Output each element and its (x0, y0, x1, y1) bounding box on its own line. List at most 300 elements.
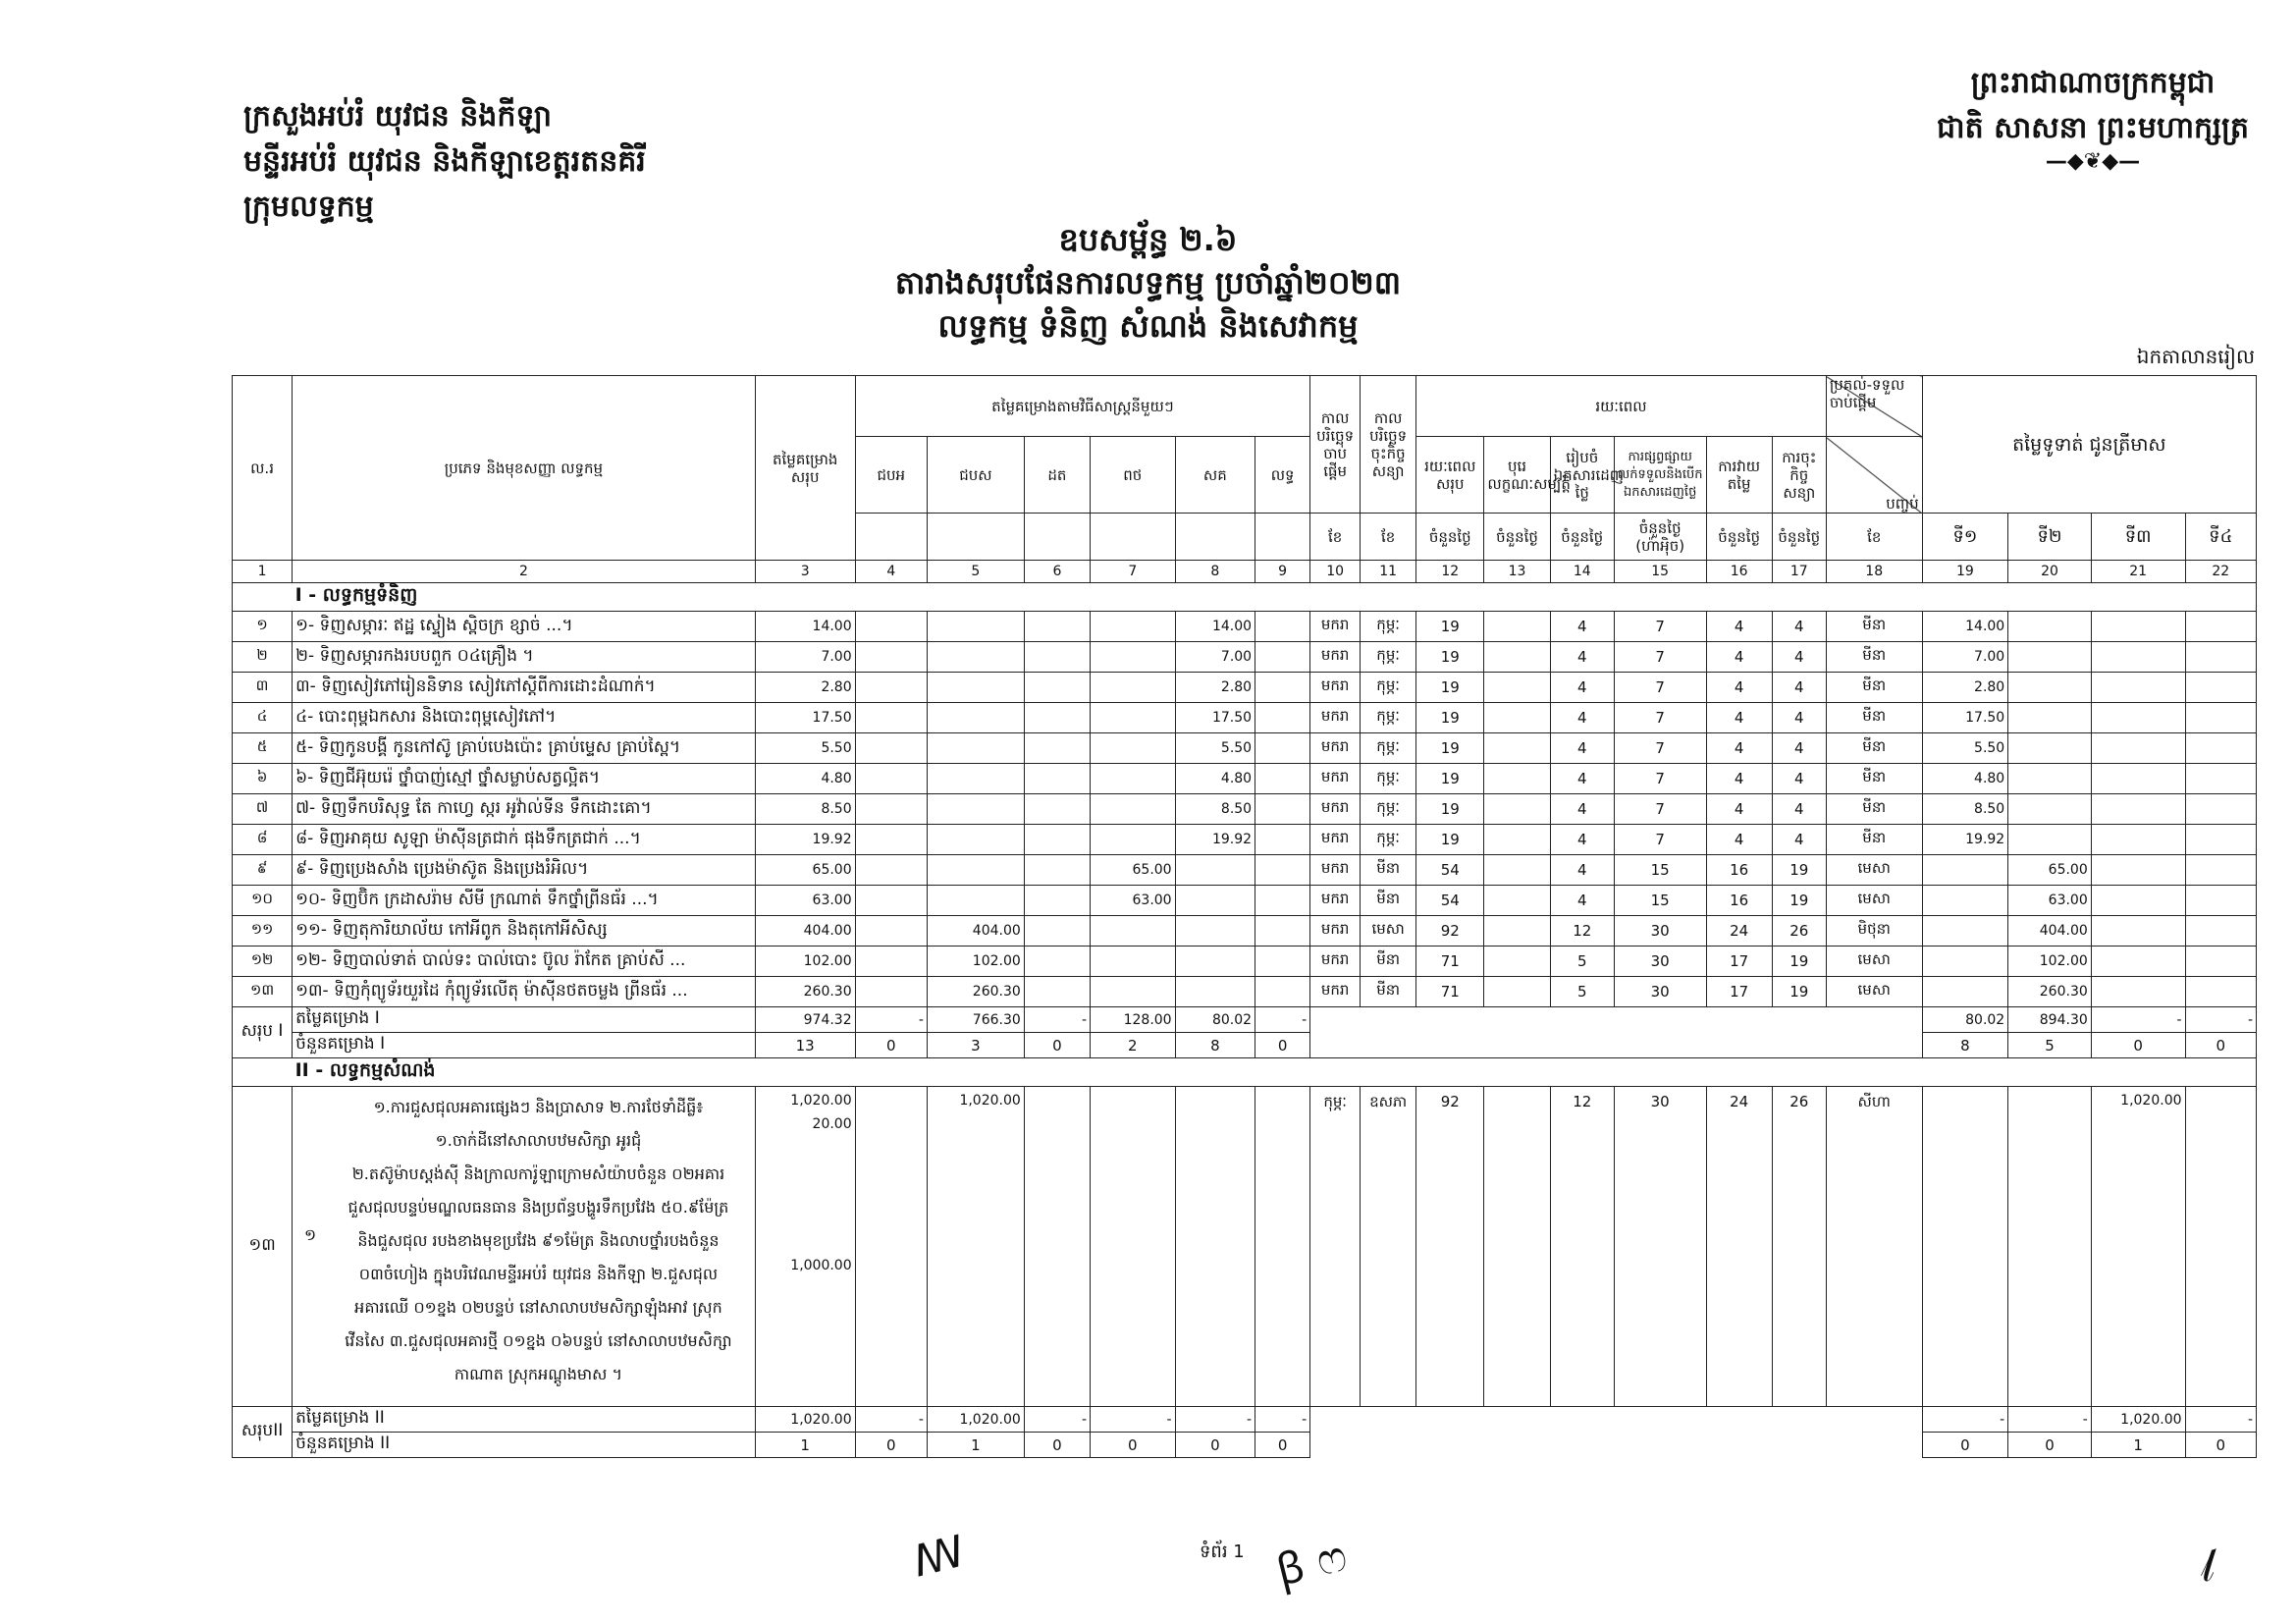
summary-value: - (1024, 1007, 1090, 1033)
column-number-row (233, 561, 2257, 583)
cell-total: 102.00 (755, 947, 855, 977)
cell-d3: 12 (1550, 916, 1614, 947)
unit-days-5: ចំនួនថ្ងៃ (1706, 514, 1772, 561)
header-time-4: ការផ្សព្វផ្សាយ លក់ទទួលនិងបើកឯកសារដេញថ្លៃ (1614, 437, 1706, 514)
cell-bs (927, 855, 1024, 886)
cell-total: 17.50 (755, 703, 855, 733)
cell-q4 (2185, 764, 2256, 794)
cell-start: មករា (1310, 916, 1361, 947)
cell-q1: 5.50 (1922, 733, 2008, 764)
cell-end: មីនា (1826, 733, 1922, 764)
cell-total: 5.50 (755, 733, 855, 764)
summary-quarter-value: 894.30 (2008, 1007, 2092, 1033)
cell-q1: 17.50 (1922, 703, 2008, 733)
cell-q2 (2008, 794, 2092, 825)
cell-q4 (2185, 916, 2256, 947)
cell-q2 (2008, 733, 2092, 764)
header-quarter-2: ទី២ (2008, 514, 2092, 561)
column-number: 12 (1416, 561, 1484, 583)
row-number: ១ (233, 612, 293, 642)
cell-contract: មីនា (1361, 947, 1416, 977)
cell-start: មករា (1310, 673, 1361, 703)
cell-d4: 7 (1614, 673, 1706, 703)
cell-d1: 19 (1416, 612, 1484, 642)
cell-q1: 2.80 (1922, 673, 2008, 703)
row-number: ៣ (233, 673, 293, 703)
table-row (233, 703, 2257, 733)
cell-d1: 92 (1416, 916, 1484, 947)
cell-ld (1255, 855, 1310, 886)
header-quarter-3: ទី៣ (2091, 514, 2185, 561)
cell-total: 63.00 (755, 886, 855, 916)
cell-start: មករា (1310, 947, 1361, 977)
cell-d4: 7 (1614, 733, 1706, 764)
cell-total: 19.92 (755, 825, 855, 855)
cell-bs (927, 886, 1024, 916)
summary-count: 13 (755, 1033, 855, 1058)
cell-dt (1024, 947, 1090, 977)
construction-cell-d1: 92 (1416, 1087, 1484, 1407)
summary-value: - (855, 1007, 927, 1033)
cell-d1: 54 (1416, 886, 1484, 916)
cell-q1: 14.00 (1922, 612, 2008, 642)
cell-dt (1024, 703, 1090, 733)
summary-quarter-count: 8 (1922, 1033, 2008, 1058)
summary-count-label: ចំនួនគម្រោង II (293, 1433, 756, 1458)
header-quarter-1: ទី១ (1922, 514, 2008, 561)
construction-cell-ld (1255, 1087, 1310, 1407)
row-description: ៦- ទិញជីអ៊ុយរ៉េ ថ្នាំបាញ់ស្មៅ ថ្នាំសម្លាប់សត្វល្អិត។ (293, 764, 756, 794)
cell-d1: 71 (1416, 947, 1484, 977)
cell-q4 (2185, 825, 2256, 855)
cell-d1: 19 (1416, 794, 1484, 825)
cell-d4: 30 (1614, 916, 1706, 947)
construction-cell-ba (855, 1087, 927, 1407)
cell-d6: 19 (1772, 947, 1826, 977)
cell-d6: 19 (1772, 977, 1826, 1007)
cell-ba (855, 673, 927, 703)
column-number: 8 (1175, 561, 1255, 583)
construction-cell-d2 (1484, 1087, 1550, 1407)
cell-pt: 65.00 (1091, 855, 1176, 886)
cell-bs (927, 733, 1024, 764)
summary-count: 0 (1024, 1033, 1090, 1058)
table-row (233, 642, 2257, 673)
summary-label: សរុបII (233, 1407, 293, 1458)
cell-end: មេសា (1826, 886, 1922, 916)
cell-d6: 19 (1772, 886, 1826, 916)
row-number: ៤ (233, 703, 293, 733)
unit-days-6: ចំនួនថ្ងៃ (1772, 514, 1826, 561)
cell-sg: 19.92 (1175, 825, 1255, 855)
construction-total_sub2: 1,000.00 (790, 1258, 852, 1273)
summary-quarter-value: - (2185, 1007, 2256, 1033)
cell-dt (1024, 612, 1090, 642)
cell-end: មីនា (1826, 794, 1922, 825)
cell-q2: 63.00 (2008, 886, 2092, 916)
construction-description (293, 1087, 756, 1407)
cell-d2 (1484, 825, 1550, 855)
table-row (233, 916, 2257, 947)
cell-end: មីនា (1826, 825, 1922, 855)
column-number: 18 (1826, 561, 1922, 583)
column-number: 5 (927, 561, 1024, 583)
cell-q4 (2185, 733, 2256, 764)
cell-ld (1255, 916, 1310, 947)
cell-d3: 4 (1550, 703, 1614, 733)
cell-q1: 19.92 (1922, 825, 2008, 855)
summary-value: 766.30 (927, 1007, 1024, 1033)
cell-end: មេសា (1826, 947, 1922, 977)
cell-contract: មីនា (1361, 977, 1416, 1007)
cell-d5: 4 (1706, 612, 1772, 642)
cell-q2: 260.30 (2008, 977, 2092, 1007)
cell-q3 (2091, 916, 2185, 947)
cell-d5: 4 (1706, 673, 1772, 703)
cell-d3: 4 (1550, 612, 1614, 642)
cell-start: មករា (1310, 794, 1361, 825)
section-construction-title: II - លទ្ធកម្មសំណង់ (293, 1058, 2185, 1087)
cell-q4 (2185, 612, 2256, 642)
summary-value: 128.00 (1091, 1007, 1176, 1033)
cell-start: មករា (1310, 612, 1361, 642)
construction-row (233, 1087, 2257, 1407)
cell-d4: 7 (1614, 794, 1706, 825)
construction-line: ជួសជុលបន្ទប់មណ្ឌលធនធាន និងប្រព័ន្ធបង្ហូរទឹកប្រវែង ៥០.៩ម៉ែត្រ (347, 1198, 729, 1217)
summary-quarter-value: 80.02 (1922, 1007, 2008, 1033)
cell-dt (1024, 855, 1090, 886)
construction-total-cell (755, 1087, 855, 1407)
row-description: ១១- ទិញតុការិយាល័យ កៅអីពូក និងតុកៅអីសិស្ស (293, 916, 756, 947)
cell-bs (927, 794, 1024, 825)
unit-month-contract: ខែ (1361, 514, 1416, 561)
cell-d6: 4 (1772, 825, 1826, 855)
summary-value: - (855, 1407, 927, 1433)
cell-ld (1255, 794, 1310, 825)
unit-days-2: ចំនួនថ្ងៃ (1484, 514, 1550, 561)
unit-label: ឯកតាលានរៀល (2136, 345, 2255, 368)
construction-cell-d3: 12 (1550, 1087, 1614, 1407)
cell-dt (1024, 733, 1090, 764)
summary-count: 1 (755, 1433, 855, 1458)
summary-value: 1,020.00 (755, 1407, 855, 1433)
cell-pt (1091, 703, 1176, 733)
initial-mark-3: 𝓁 (2193, 1540, 2219, 1594)
cell-sg (1175, 886, 1255, 916)
cell-ba (855, 916, 927, 947)
header-method-2: ជបស (927, 437, 1024, 514)
cell-q4 (2185, 855, 2256, 886)
cell-d4: 30 (1614, 947, 1706, 977)
row-description: ៥- ទិញកូនបង្គី កូនកៅស៊ូ គ្រាប់បេងប៉ោះ គ្រាប់ម្ទេស គ្រាប់ស្ពៃ។ (293, 733, 756, 764)
cell-d1: 19 (1416, 764, 1484, 794)
cell-d3: 4 (1550, 794, 1614, 825)
cell-contract: កុម្ភៈ (1361, 642, 1416, 673)
column-number: 21 (2091, 561, 2185, 583)
cell-d4: 7 (1614, 764, 1706, 794)
row-description: ៧- ទិញទឹកបរិសុទ្ធ តែ កាហ្វេ ស្ករ អូវ៉ាល់ទីន ទឹកដោះគោ។ (293, 794, 756, 825)
summary-label: សរុប I (233, 1007, 293, 1058)
header-time-5: ការវាយតម្លៃ (1706, 437, 1772, 514)
unit-month-start: ខែ (1310, 514, 1361, 561)
header-start-date: កាលបរិច្ឆេទចាប់ផ្តើម (1310, 376, 1361, 514)
construction-line: កាណាត ស្រុកអណ្តូងមាស ។ (454, 1365, 623, 1383)
cell-d2 (1484, 947, 1550, 977)
column-number: 10 (1310, 561, 1361, 583)
header-time-3: រៀបចំឯកសារដេញថ្លៃ (1550, 437, 1614, 514)
cell-q4 (2185, 947, 2256, 977)
summary-count: 2 (1091, 1033, 1176, 1058)
cell-total: 7.00 (755, 642, 855, 673)
kingdom-line-2: ជាតិ សាសនា ព្រះមហាក្សត្រ (1937, 111, 2249, 145)
cell-d4: 30 (1614, 977, 1706, 1007)
cell-bs (927, 764, 1024, 794)
header-method-4: ពថ (1091, 437, 1176, 514)
cell-pt (1091, 825, 1176, 855)
column-number: 7 (1091, 561, 1176, 583)
column-number: 17 (1772, 561, 1826, 583)
summary-count-row (233, 1433, 2257, 1458)
summary-value-label: តម្លៃគម្រោង I (293, 1007, 756, 1033)
initial-mark-2: ꞵ ෆ (1271, 1531, 1353, 1596)
row-description: ១- ទិញសម្ភារៈ ឥដ្ឋ ស្ទៀង ស្ពិចក្រ ខ្សាច់ ...។ (293, 612, 756, 642)
cell-d2 (1484, 886, 1550, 916)
page-number: ទំព័រ 1 (1200, 1542, 1245, 1562)
cell-d2 (1484, 977, 1550, 1007)
table-row (233, 733, 2257, 764)
cell-dt (1024, 916, 1090, 947)
cell-start: មករា (1310, 642, 1361, 673)
cell-q1 (1922, 947, 2008, 977)
row-description: ១៣- ទិញកុំព្យូទ័រយួរដៃ កុំព្យូទ័រលើតុ ម៉ាស៊ីនថតចម្លង ព្រីនធ័រ ... (293, 977, 756, 1007)
header-handover-start (1826, 376, 1922, 437)
cell-d2 (1484, 612, 1550, 642)
summary-value: - (1255, 1407, 1310, 1433)
cell-start: មករា (1310, 733, 1361, 764)
ministry-line-1: ក្រសួងអប់រំ យុវជន និងកីឡា (243, 99, 553, 134)
construction-line: ០៣ចំហៀង ក្នុងបរិវេណមន្ទីរអប់រំ យុវជន និងកីឡា ២.ជួសជុល (358, 1265, 719, 1283)
cell-contract: មីនា (1361, 886, 1416, 916)
header-quarter-group: តម្លៃទូទាត់ ជូនត្រីមាស (1922, 376, 2256, 514)
cell-pt (1091, 916, 1176, 947)
cell-q2 (2008, 825, 2092, 855)
cell-d2 (1484, 764, 1550, 794)
header-contract-date: កាលបរិច្ឆេទចុះកិច្ចសន្យា (1361, 376, 1416, 514)
construction-cell-pt (1091, 1087, 1176, 1407)
cell-dt (1024, 825, 1090, 855)
cell-d6: 4 (1772, 733, 1826, 764)
cell-d5: 4 (1706, 733, 1772, 764)
construction-line: វើនសៃ ៣.ជួសជុលអគារថ្មី ០១ខ្នង ០៦បន្ទប់ នៅសាលាបឋមសិក្សា (345, 1331, 732, 1350)
cell-dt (1024, 977, 1090, 1007)
construction-line: ១.ចាក់ដីនៅសាលាបឋមសិក្សា អូរជុំ (435, 1131, 642, 1150)
cell-d3: 4 (1550, 642, 1614, 673)
summary-count: 0 (1091, 1433, 1176, 1458)
unit-days-4: ចំនួនថ្ងៃ (ហ៉ាអ៉ិច) (1614, 514, 1706, 561)
construction-cell-start: កុម្ភៈ (1310, 1087, 1361, 1407)
row-number: ១១ (233, 916, 293, 947)
cell-q2 (2008, 703, 2092, 733)
summary-count: 0 (1024, 1433, 1090, 1458)
cell-d5: 16 (1706, 886, 1772, 916)
cell-q4 (2185, 886, 2256, 916)
cell-pt (1091, 947, 1176, 977)
section-goods-row (233, 583, 2257, 612)
summary-quarter-value: - (2185, 1407, 2256, 1433)
cell-q3 (2091, 794, 2185, 825)
cell-q4 (2185, 703, 2256, 733)
cell-q4 (2185, 642, 2256, 673)
cell-d5: 4 (1706, 825, 1772, 855)
cell-contract: កុម្ភៈ (1361, 612, 1416, 642)
cell-d5: 4 (1706, 642, 1772, 673)
unit-days-1: ចំនួនថ្ងៃ (1416, 514, 1484, 561)
summary-count-label: ចំនួនគម្រោង I (293, 1033, 756, 1058)
summary-quarter-value: - (2008, 1407, 2092, 1433)
section-construction-row (233, 1058, 2257, 1087)
cell-q3 (2091, 673, 2185, 703)
column-number: 6 (1024, 561, 1090, 583)
column-number: 22 (2185, 561, 2256, 583)
construction-line: និងជួសជុល របងខាងមុខប្រវែង ៩១ម៉ែត្រ និងលាបថ្នាំរបងចំនួន (357, 1231, 720, 1250)
cell-sg: 8.50 (1175, 794, 1255, 825)
cell-d3: 4 (1550, 886, 1614, 916)
construction-total_sub1: 20.00 (812, 1116, 852, 1132)
header-time-2: បុរេលក្ខណៈសម្បត្តិ (1484, 437, 1550, 514)
summary-value: 80.02 (1175, 1007, 1255, 1033)
cell-start: មករា (1310, 764, 1361, 794)
cell-end: មិថុនា (1826, 916, 1922, 947)
cell-d5: 4 (1706, 794, 1772, 825)
cell-total: 8.50 (755, 794, 855, 825)
summary-value: 1,020.00 (927, 1407, 1024, 1433)
cell-bs (927, 703, 1024, 733)
column-number: 1 (233, 561, 293, 583)
row-number: ១៣ (233, 977, 293, 1007)
cell-pt (1091, 794, 1176, 825)
cell-pt (1091, 764, 1176, 794)
cell-q1 (1922, 855, 2008, 886)
cell-ld (1255, 886, 1310, 916)
cell-contract: មេសា (1361, 916, 1416, 947)
header-method-1: ជបអ (855, 437, 927, 514)
cell-d6: 26 (1772, 916, 1826, 947)
kingdom-header (1937, 61, 2249, 173)
cell-d4: 7 (1614, 703, 1706, 733)
cell-d5: 16 (1706, 855, 1772, 886)
summary-quarter-count: 0 (2091, 1033, 2185, 1058)
cell-q2: 65.00 (2008, 855, 2092, 886)
ministry-header (243, 94, 646, 230)
cell-sg (1175, 855, 1255, 886)
annex-title: ឧបសម្ព័ន្ធ ២.៦ (1058, 221, 1238, 258)
cell-d2 (1484, 703, 1550, 733)
construction-cell-d6: 26 (1772, 1087, 1826, 1407)
construction-cell-dt (1024, 1087, 1090, 1407)
cell-total: 260.30 (755, 977, 855, 1007)
cell-ba (855, 794, 927, 825)
row-description: ៣- ទិញសៀវភៅរៀននិទាន សៀវភៅស្តីពីការដោះដំណាក់។ (293, 673, 756, 703)
cell-d3: 4 (1550, 855, 1614, 886)
row-description: ៩- ទិញប្រេងសាំង ប្រេងម៉ាស៊ូត និងប្រេងរំអិល។ (293, 855, 756, 886)
summary-quarter-count: 5 (2008, 1033, 2092, 1058)
cell-d3: 5 (1550, 977, 1614, 1007)
summary-quarter-count: 0 (2008, 1433, 2092, 1458)
cell-ba (855, 886, 927, 916)
cell-bs (927, 642, 1024, 673)
cell-q3 (2091, 947, 2185, 977)
row-number: ៨ (233, 825, 293, 855)
cell-q3 (2091, 886, 2185, 916)
header-no: ល.រ (233, 376, 293, 561)
cell-end: មេសា (1826, 855, 1922, 886)
cell-d5: 24 (1706, 916, 1772, 947)
summary-quarter-count: 0 (2185, 1033, 2256, 1058)
construction-cell-q4 (2185, 1087, 2256, 1407)
column-number: 4 (855, 561, 927, 583)
cell-d2 (1484, 855, 1550, 886)
row-number: ៦ (233, 764, 293, 794)
row-description: ៤- បោះពុម្ពឯកសារ និងបោះពុម្ពសៀវភៅ។ (293, 703, 756, 733)
column-number: 3 (755, 561, 855, 583)
cell-q3 (2091, 825, 2185, 855)
unit-month-end: ខែ (1826, 514, 1922, 561)
summary-value-row (233, 1007, 2257, 1033)
cell-sg (1175, 916, 1255, 947)
cell-d3: 5 (1550, 947, 1614, 977)
row-number: ៩ (233, 855, 293, 886)
cell-ba (855, 825, 927, 855)
summary-quarter-count: 0 (1922, 1433, 2008, 1458)
row-description: ១២- ទិញបាល់ទាត់ បាល់ទះ បាល់បោះ ប៊ូល រ៉ាកែត គ្រាប់សី ... (293, 947, 756, 977)
table-row (233, 794, 2257, 825)
summary-count: 0 (855, 1433, 927, 1458)
cell-q3 (2091, 612, 2185, 642)
cell-start: មករា (1310, 977, 1361, 1007)
cell-sg: 7.00 (1175, 642, 1255, 673)
cell-d1: 19 (1416, 825, 1484, 855)
column-number: 19 (1922, 561, 2008, 583)
cell-q1 (1922, 886, 2008, 916)
cell-d6: 4 (1772, 673, 1826, 703)
summary-quarter-value: 1,020.00 (2091, 1407, 2185, 1433)
row-description: ៨- ទិញអាគុយ សូឡា ម៉ាស៊ីនត្រជាក់ ផុងទឹកត្រជាក់ ...។ (293, 825, 756, 855)
cell-sg: 4.80 (1175, 764, 1255, 794)
header-time-6: ការចុះកិច្ចសន្យា (1772, 437, 1826, 514)
cell-pt: 63.00 (1091, 886, 1176, 916)
summary-quarter-value: - (2091, 1007, 2185, 1033)
cell-q1: 7.00 (1922, 642, 2008, 673)
cell-q1 (1922, 916, 2008, 947)
cell-d2 (1484, 642, 1550, 673)
cell-q2 (2008, 642, 2092, 673)
summary-value: - (1255, 1007, 1310, 1033)
cell-end: មីនា (1826, 764, 1922, 794)
cell-ba (855, 855, 927, 886)
table-row (233, 886, 2257, 916)
cell-sg: 14.00 (1175, 612, 1255, 642)
header-description: ប្រភេទ និងមុខសញ្ញា លទ្ធកម្ម (293, 376, 756, 561)
cell-ba (855, 612, 927, 642)
cell-ba (855, 642, 927, 673)
construction-cell-d5: 24 (1706, 1087, 1772, 1407)
cell-q3 (2091, 642, 2185, 673)
cell-ld (1255, 703, 1310, 733)
cell-d2 (1484, 794, 1550, 825)
cell-q2: 102.00 (2008, 947, 2092, 977)
construction-line: ២.តស៊ូម៉ាបស្តង់ស៊ី និងក្រាលការ៉ូឡាក្រោមសំយ៉ាបចំនួន ០២អគារ (351, 1164, 725, 1183)
cell-d1: 19 (1416, 733, 1484, 764)
